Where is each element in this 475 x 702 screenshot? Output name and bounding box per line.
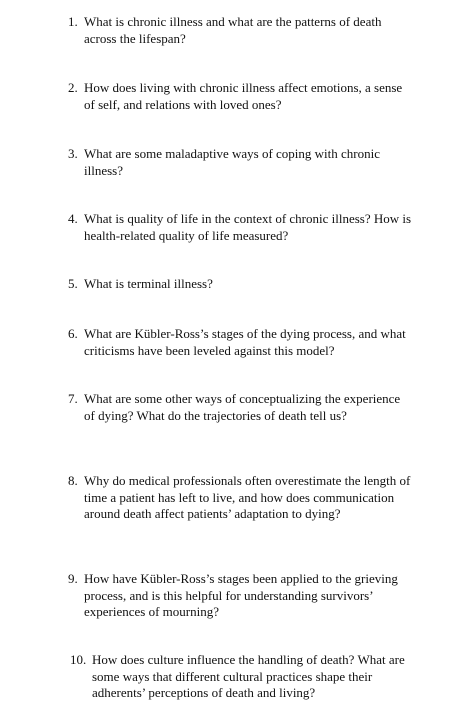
question-text: How have Kübler-Ross’s stages been applied to the grieving process, and is this helpful for understanding survivors’ experiences of mourning?: [84, 571, 398, 619]
question-number: 10.: [70, 652, 87, 667]
question-number: 1.: [68, 14, 78, 29]
question-item: [68, 473, 413, 523]
question-text: What are some maladaptive ways of coping with chronic illness?: [84, 146, 381, 178]
question-text: What is quality of life in the context of chronic illness? How is health-related quality of life measured?: [84, 211, 412, 243]
question-number: 3.: [68, 146, 78, 161]
question-number: 2.: [68, 80, 78, 95]
question-item: [68, 80, 413, 113]
question-text: Why do medical professionals often overestimate the length of time a patient has left to live, and how does communication around death affect patients’ adaptation to dying?: [84, 473, 411, 521]
question-number: 7.: [68, 391, 78, 406]
question-text: What are Kübler-Ross’s stages of the dying process, and what criticisms have been leveled against this model?: [84, 326, 406, 358]
question-item: [68, 391, 413, 424]
question-number: 9.: [68, 571, 78, 586]
question-item: [70, 652, 415, 702]
question-number: 6.: [68, 326, 78, 341]
question-item: [68, 276, 413, 293]
question-text: What are some other ways of conceptualizing the experience of dying? What do the trajectories of death tell us?: [84, 391, 401, 423]
question-item: [68, 326, 413, 359]
question-text: What is terminal illness?: [84, 276, 213, 291]
question-item: [68, 211, 413, 244]
question-number: 4.: [68, 211, 78, 226]
question-text: How does culture influence the handling of death? What are some ways that different cultural practices shape their adherents’ perceptions of death and living?: [92, 652, 405, 700]
question-number: 8.: [68, 473, 78, 488]
question-text: What is chronic illness and what are the patterns of death across the lifespan?: [84, 14, 382, 46]
question-number: 5.: [68, 276, 78, 291]
question-item: [68, 571, 413, 621]
question-item: [68, 146, 413, 179]
question-text: How does living with chronic illness affect emotions, a sense of self, and relations with loved ones?: [84, 80, 403, 112]
question-item: [68, 14, 413, 47]
